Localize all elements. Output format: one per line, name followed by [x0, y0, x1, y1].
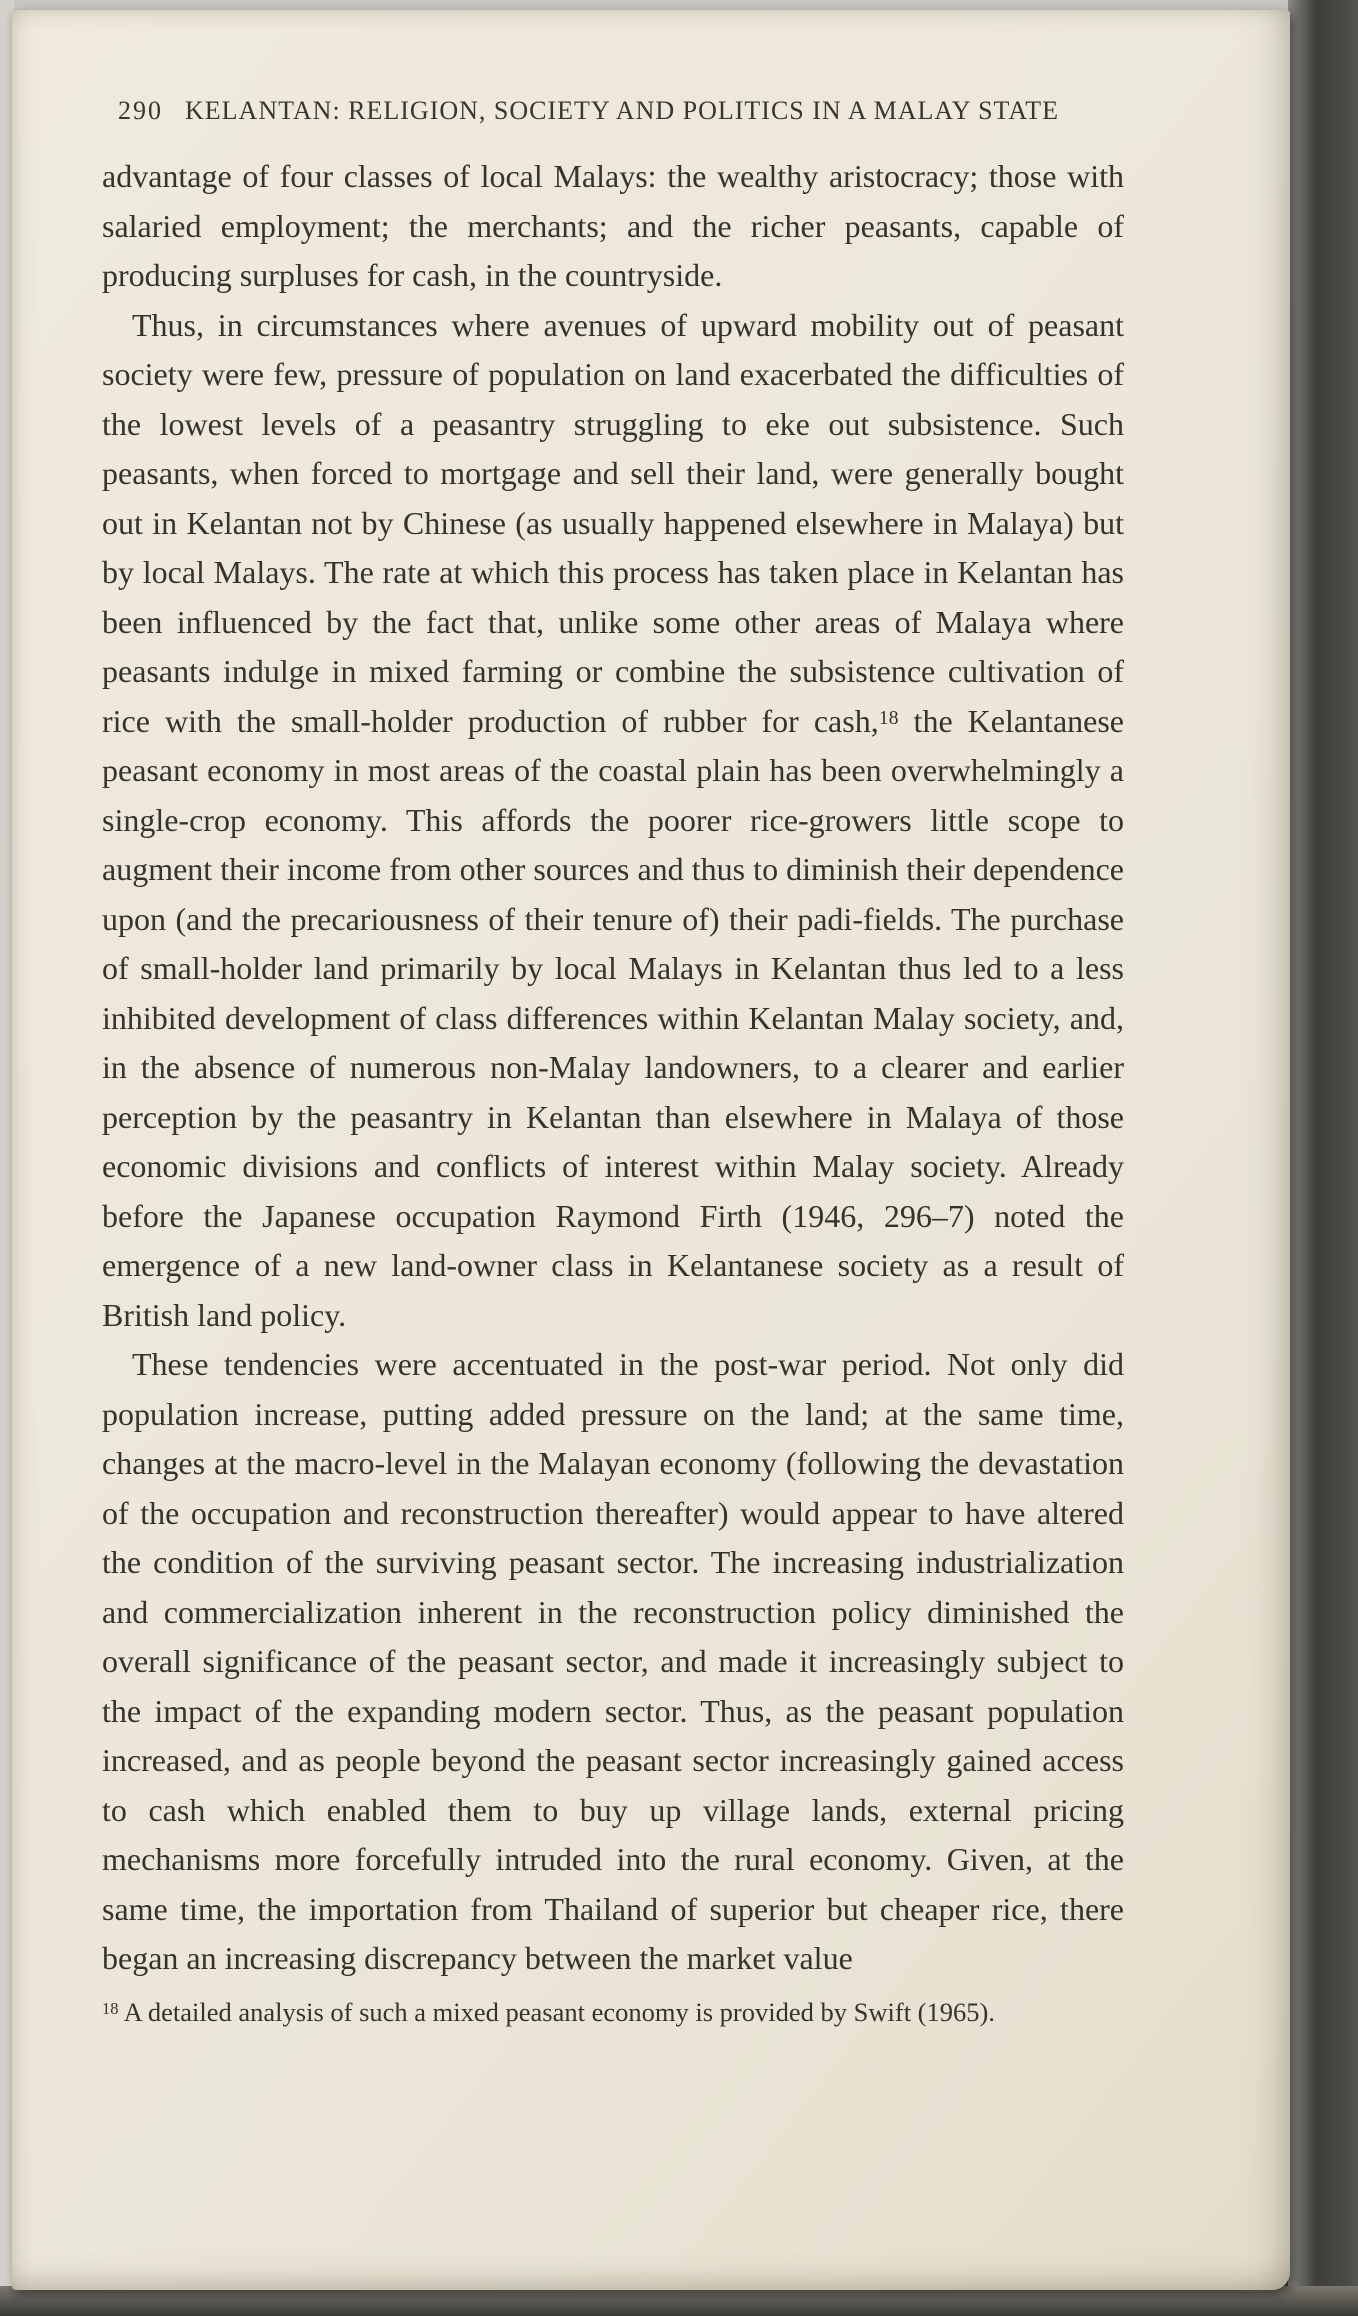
- book-page: [12, 10, 1290, 2290]
- running-head: [102, 96, 1124, 126]
- footnote: [102, 1994, 1124, 2030]
- body-text: [102, 152, 1124, 1984]
- page-number: 290: [118, 96, 163, 125]
- paragraph-text: Thus, in circumstances where avenues of upward mobility out of peasant society were few, pressure of population on land exacerbated the difficulties of the lowest levels of a peasantry struggling to eke out subsistence. Such peasants, when forced to mortgage and sell their land, were generally bought out in Kelantan not by Chinese (as usually happened elsewhere in Malaya) but by local Malays. The rate at which this process has taken place in Kelantan has been influenced by the fact that, unlike some other areas of Malaya where peasants indulge in mixed farming or combine the subsistence cultivation of rice with the small-holder production of rubber for cash,: [102, 306, 1124, 739]
- paragraph-continuation: advantage of four classes of local Malays: the wealthy aristocracy; those with salaried employment; the merchants; and the richer peasants, capable of producing surpluses for cash, in the countryside.: [102, 158, 1124, 293]
- page-content: [102, 96, 1124, 2030]
- footnote-number: 18: [102, 1999, 119, 2019]
- scan-edge-right: [1288, 0, 1358, 2316]
- scan-edge-bottom: [0, 2286, 1358, 2316]
- running-title: KELANTAN: RELIGION, SOCIETY AND POLITICS IN A MALAY STATE: [185, 96, 1059, 125]
- footnote-reference-marker: 18: [878, 706, 899, 729]
- paragraph: These tendencies were accentuated in the post-war period. Not only did population increase, putting added pressure on the land; at the same time, changes at the macro-level in the Malayan economy (following the devastation of the occupation and reconstruction thereafter) would appear to have altered the condition of the surviving peasant sector. The increasing industrialization and commercialization inherent in the reconstruction policy diminished the overall significance of the peasant sector, and made it increasingly subject to the impact of the expanding modern sector. Thus, as the peasant population increased, and as people beyond the peasant sector increasingly gained access to cash which enabled them to buy up village lands, external pricing mechanisms more forcefully intruded into the rural economy. Given, at the same time, the importation from Thailand of superior but cheaper rice, there began an increasing discrepancy between the market value: [102, 1346, 1124, 1976]
- footnote-text: A detailed analysis of such a mixed peasant economy is provided by Swift (1965).: [118, 1996, 995, 2027]
- paragraph: [102, 301, 1124, 1341]
- paragraph-text: the Kelantanese peasant economy in most areas of the coastal plain has been overwhelmingly a single-crop economy. This affords the poorer rice-growers little scope to augment their income from other sources and thus to diminish their dependence upon (and the precariousness of their tenure of) their padi-fields. The purchase of small-holder land primarily by local Malays in Kelantan thus led to a less inhibited development of class differences within Kelantan Malay society, and, in the absence of numerous non-Malay landowners, to a clearer and earlier perception by the peasantry in Kelantan than elsewhere in Malaya of those economic divisions and conflicts of interest within Malay society. Already before the Japanese occupation Raymond Firth (1946, 296–7) noted the emergence of a new land-owner class in Kelantanese society as a result of British land policy.: [102, 702, 1125, 1333]
